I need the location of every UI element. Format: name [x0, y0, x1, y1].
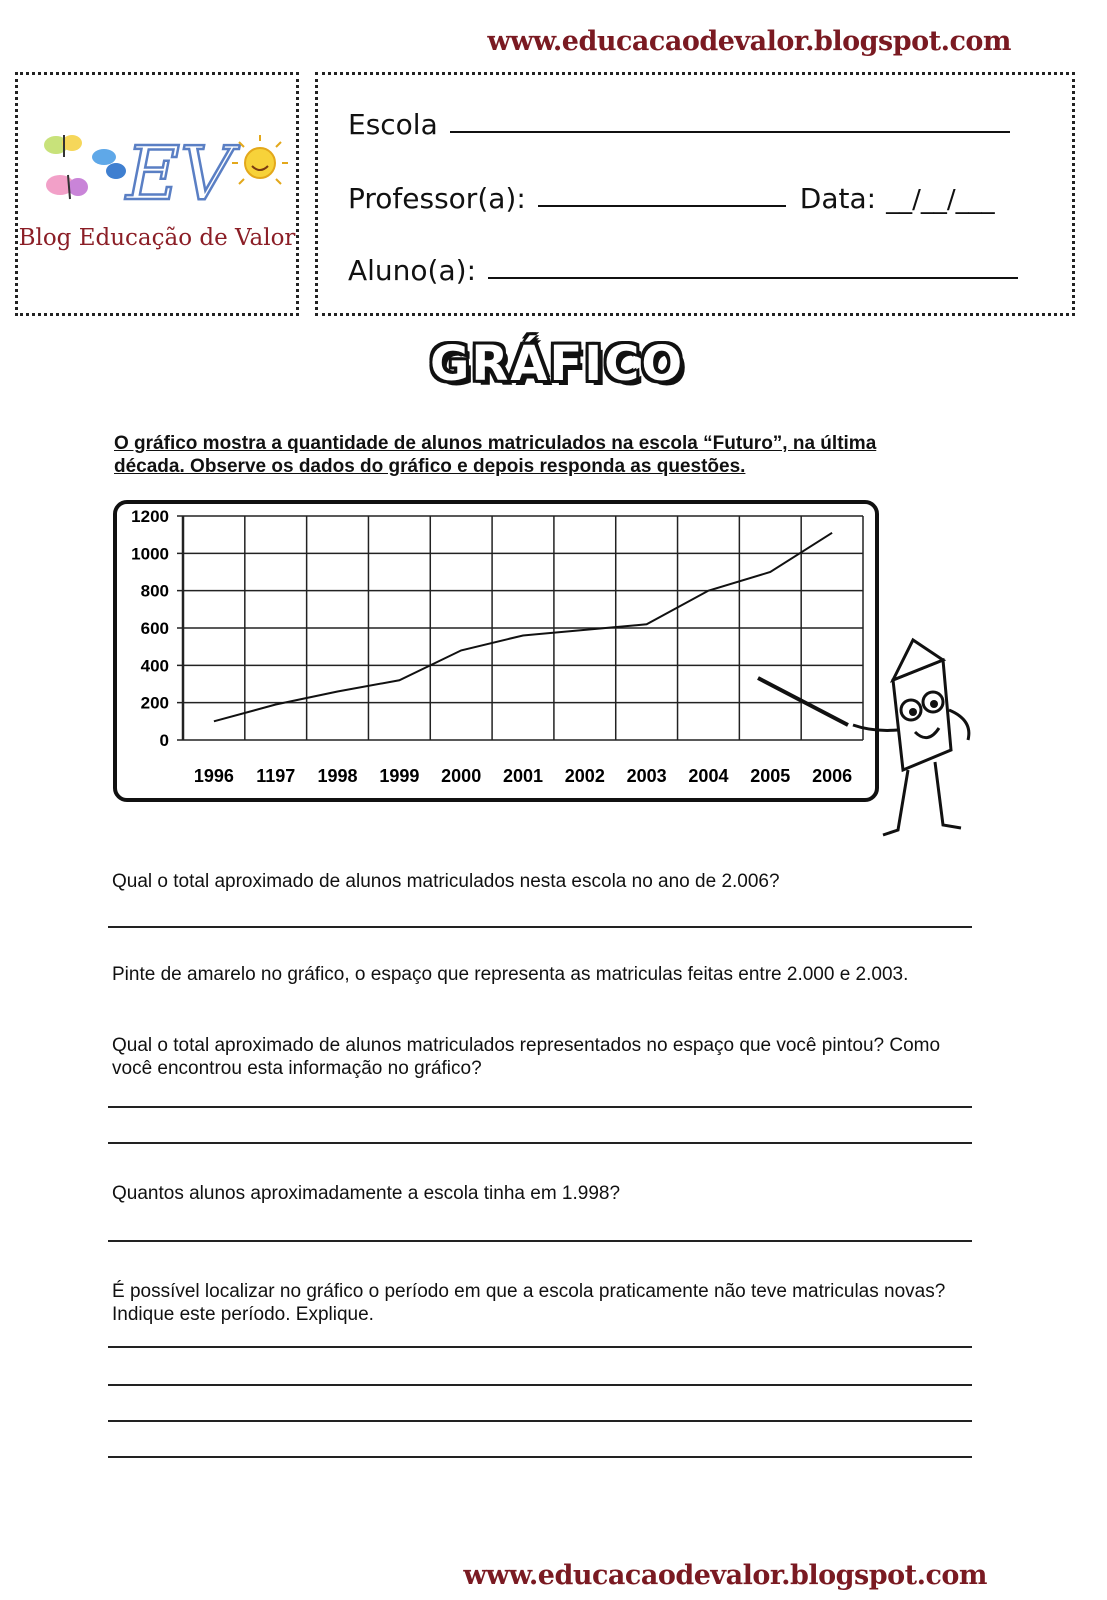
- student-form: [315, 72, 1075, 316]
- answer-line-5c[interactable]: [108, 1420, 972, 1422]
- answer-line-5a[interactable]: [108, 1346, 972, 1348]
- question-2: Pinte de amarelo no gráfico, o espaço que representa as matriculas feitas entre 2.000 e 2.003.: [112, 964, 909, 985]
- sun-icon: [232, 135, 288, 184]
- y-tick-label: 400: [140, 656, 169, 676]
- x-tick-label: 1996: [193, 766, 234, 786]
- y-tick-label: 1200: [131, 507, 169, 526]
- teacher-field[interactable]: [538, 205, 786, 207]
- line-chart: [113, 500, 983, 850]
- school-row: [348, 101, 1042, 141]
- blog-url-top: www.educacaodevalor.blogspot.com: [487, 26, 1011, 57]
- x-tick-label: 2004: [688, 766, 729, 786]
- x-tick-label: 1197: [256, 766, 296, 786]
- x-tick-label: 1999: [379, 766, 420, 786]
- x-tick-label: 2003: [626, 766, 667, 786]
- answer-line-1[interactable]: [108, 926, 972, 928]
- y-tick-label: 0: [159, 731, 169, 750]
- x-tick-label: 1998: [317, 766, 358, 786]
- question-3: Qual o total aproximado de alunos matriculados representados no espaço que você pintou? Como você encontrou esta informação no gráfico?: [112, 1035, 941, 1079]
- logo-caption: Blog Educação de Valor: [18, 225, 296, 251]
- butterfly-blue-icon: [92, 149, 126, 179]
- question-4: Quantos alunos aproximadamente a escola tinha em 1.998?: [112, 1183, 621, 1204]
- y-tick-label: 200: [140, 693, 169, 713]
- student-row: [348, 247, 1042, 287]
- blog-url-bottom: www.educacaodevalor.blogspot.com: [463, 1560, 987, 1591]
- worksheet-title: GRÁFICO: [430, 336, 685, 392]
- x-tick-label: 2002: [564, 766, 605, 786]
- x-tick-label: 2001: [502, 766, 544, 786]
- question-5: É possível localizar no gráfico o período em que a escola praticamente não teve matriculas novas? Indique este período. Explique.: [112, 1281, 946, 1325]
- butterfly-icon: [44, 135, 82, 157]
- worksheet-title-wrap: [430, 336, 684, 392]
- intro-text: O gráfico mostra a quantidade de alunos matriculados na escola “Futuro”, na última década. Observe os dados do gráfico e depois responda as questões.: [114, 433, 877, 477]
- student-field[interactable]: [488, 277, 1018, 279]
- y-tick-label: 600: [140, 619, 169, 638]
- answer-line-4[interactable]: [108, 1240, 972, 1242]
- date-field[interactable]: __/__/___: [886, 185, 995, 215]
- y-tick-label: 1000: [131, 544, 169, 564]
- answer-line-5b[interactable]: [108, 1384, 972, 1386]
- answer-line-3a[interactable]: [108, 1106, 972, 1108]
- school-field[interactable]: [450, 131, 1010, 133]
- logo-letters: EV: [126, 131, 234, 217]
- answer-line-3b[interactable]: [108, 1142, 972, 1144]
- question-1: Qual o total aproximado de alunos matriculados nesta escola no ano de 2.006?: [112, 871, 780, 892]
- x-tick-label: 2000: [441, 766, 482, 786]
- butterfly-pink-icon: [46, 175, 88, 199]
- x-tick-label: 2006: [812, 766, 853, 786]
- y-tick-label: 800: [140, 581, 169, 601]
- logo-illustration: [38, 127, 288, 217]
- x-tick-label: 2005: [750, 766, 791, 786]
- school-label: Escola: [348, 108, 438, 141]
- student-label: Aluno(a):: [348, 254, 476, 287]
- answer-line-5d[interactable]: [108, 1456, 972, 1458]
- teacher-label: Professor(a):: [348, 182, 526, 215]
- date-label: Data:: [799, 182, 877, 215]
- teacher-date-row: [348, 175, 1042, 215]
- logo-box: [15, 72, 299, 316]
